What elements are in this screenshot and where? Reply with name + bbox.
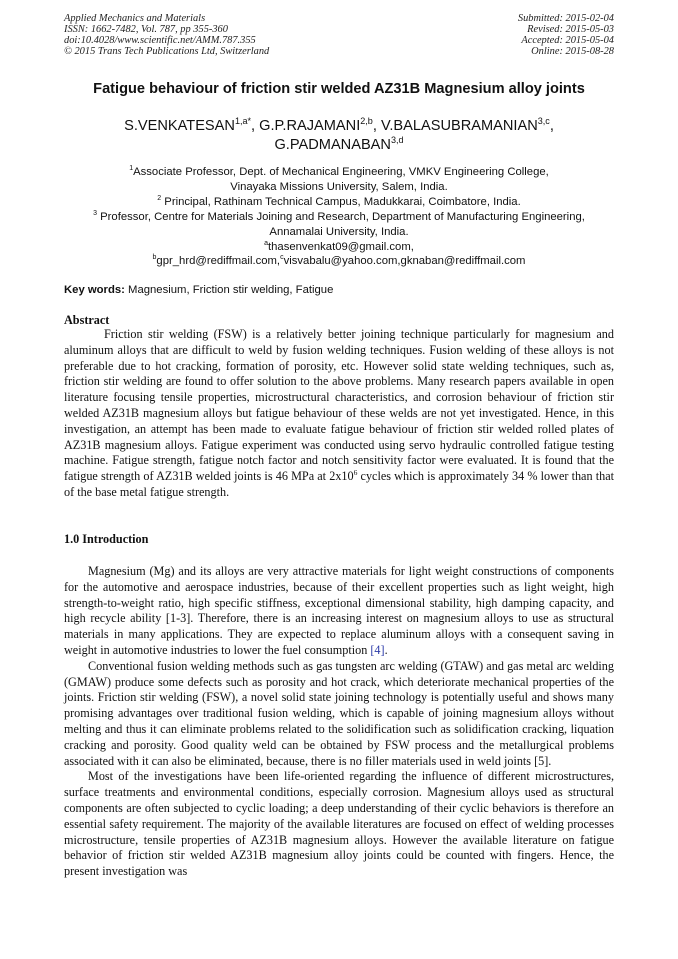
section-heading-introduction: 1.0 Introduction — [64, 532, 149, 546]
abstract-heading: Abstract — [64, 313, 110, 327]
date-revised: Revised: 2015-05-03 — [527, 24, 614, 35]
date-online: Online: 2015-08-28 — [531, 46, 614, 57]
paper-title: Fatigue behaviour of friction stir welded AZ31B Magnesium alloy joints — [93, 81, 585, 97]
journal-copyright: © 2015 Trans Tech Publications Ltd, Switzerland — [64, 46, 270, 57]
email-line-2: $^b$gpr_hrd@rediffmail.com,$^c$visvabalu@yahoo.com,gknaban@rediffmail.com — [152, 254, 526, 268]
author-affiliation-marker: 1,a* — [234, 116, 252, 127]
email-address[interactable]: thasenvenkat09@gmail.com, — [268, 240, 414, 253]
affiliation-1-cont: Vinayaka Missions University, Salem, India. — [230, 180, 448, 193]
author-list: $S.VENKATESAN^{1,a*}$, G.P.RAJAMANI$^{2,b}$, V.BALASUBRAMANIAN$^{3,c}$, G.PADMANABAN$^{3,d}$ — [124, 116, 554, 153]
journal-doi[interactable]: doi:10.4028/www.scientific.net/AMM.787.355 — [64, 35, 256, 46]
email-address[interactable]: visvabalu@yahoo.com,gknaban@rediffmail.com — [283, 255, 526, 268]
keywords-text: Magnesium, Friction stir welding, Fatigue — [124, 284, 334, 296]
journal-issn: ISSN: 1662-7482, Vol. 787, pp 355-360 — [64, 24, 228, 35]
journal-name: Applied Mechanics and Materials — [64, 13, 206, 24]
author-affiliation-marker: 3,d — [390, 135, 404, 146]
journal-info — [64, 13, 269, 57]
abstract-text: Friction stir welding (FSW) is a relatively better joining technique particularly for magnesium and aluminum alloys that are difficult to weld by fusion welding techniques. Fusion welding of these alloys is not preferable due to hot cracking, formation of porosity, etc. However solid state welding techniques, such as, friction stir welding are found to offer solution to the above problems. Many research papers available in open literature focusing tensile properties, microstructural characteristics, and corrosion behaviour of friction stir welded AZ31B magnesium alloys but fatigue behaviour of these welds are not yet investigated. Hence, in this investigation, an attempt has been made to evaluate fatigue behaviour of friction stir welded rolled plates of AZ31B magnesium alloys. Fatigue experiment was conducted using servo hydraulic controlled fatigue testing machine. Fatigue strength, fatigue notch factor and notch sensitivity factor were evaluated. It is found that the fatigue strength of AZ31B welded joints is 46 MPa at $2x10^6$ cycles which is approximately 34 % lower than that of the base metal fatigue strength. — [64, 327, 614, 499]
date-submitted: Submitted: 2015-02-04 — [517, 13, 614, 24]
author-name: G.PADMANABAN — [274, 137, 391, 153]
submission-dates — [518, 13, 614, 57]
paragraph: Magnesium (Mg) and its alloys are very attractive materials for light weight constructions of components for the automotive and aerospace industries, because of their excellent properties such as light weight, high strength-to-weight ratio, high specific stiffness, exceptional dimensional stability, high damping capacity, and high recycle ability [1-3]. Therefore, there is an increasing interest on magnesium alloys to use as structural materials in many applications. They are expected to replace aluminum alloys with a consequent saving in weight in automotive industries to lower the fuel consumption [4]. — [64, 564, 614, 657]
keywords — [64, 283, 614, 297]
paragraph: Conventional fusion welding methods such as gas tungsten arc welding (GTAW) and gas metal arc welding (GMAW) produce some defects such as porosity and hot crack, which deteriorate mechanical properties of the joints. Friction stir welding (FSW), a novel solid state joining technology is potentially useful and shows many promising advantages over traditional fusion welding, which is capable of joining magnesium alloys without melting and thus it can eliminate problems related to the solidification such as solidification cracking, liquation cracking and porosity. Good quality weld can be obtained by FSW process and the metallurgical problems associated with it can also be eliminated, because, there is no filler materials used in weld joints [5]. — [64, 658, 614, 768]
author-name: V.BALASUBRAMANIAN — [380, 118, 538, 134]
introduction-body — [64, 564, 614, 880]
author-name: G.P.RAJAMANI — [259, 118, 361, 134]
keywords-label: Key words: — [64, 284, 125, 296]
affiliation-2: $^2$ Principal, Rathinam Technical Campus, Madukkarai, Coimbatore, India. — [157, 195, 521, 208]
paragraph: Most of the investigations have been life-oriented regarding the influence of different microstructures, surface treatments and environmental conditions, especially corrosion. Magnesium alloys used as structural components are often subjected to cyclic loading; a deep understanding of their cyclic behaviors is therefore an essential safety requirement. The majority of the available literatures are focused on effect of welding processes microstructure, tensile properties of AZ31B magnesium alloys. However the available literature on fatigue behavior of friction stir welded AZ31B magnesium alloy joints could be counted with fingers. Hence, the present investigation was — [64, 769, 614, 879]
date-accepted: Accepted: 2015-05-04 — [521, 35, 614, 46]
author-affiliation-marker: 3,c — [537, 116, 550, 127]
affiliation-1: $^1$Associate Professor, Dept. of Mechanical Engineering, VMKV Engineering College, — [129, 165, 549, 178]
email-line-1: $^a$thasenvenkat09@gmail.com, — [264, 239, 414, 253]
affiliations — [40, 165, 638, 269]
author-affiliation-marker: 2,b — [360, 116, 373, 127]
affiliation-3-cont: Annamalai University, India. — [269, 225, 409, 238]
affiliation-3: $^3$ Professor, Centre for Materials Joining and Research, Department of Manufacturing Engineering, — [93, 209, 585, 223]
author-name: S.VENKATESAN — [124, 118, 235, 134]
email-address[interactable]: gpr_hrd@rediffmail.com, — [156, 255, 281, 268]
citation-link[interactable]: [4] — [370, 642, 385, 657]
